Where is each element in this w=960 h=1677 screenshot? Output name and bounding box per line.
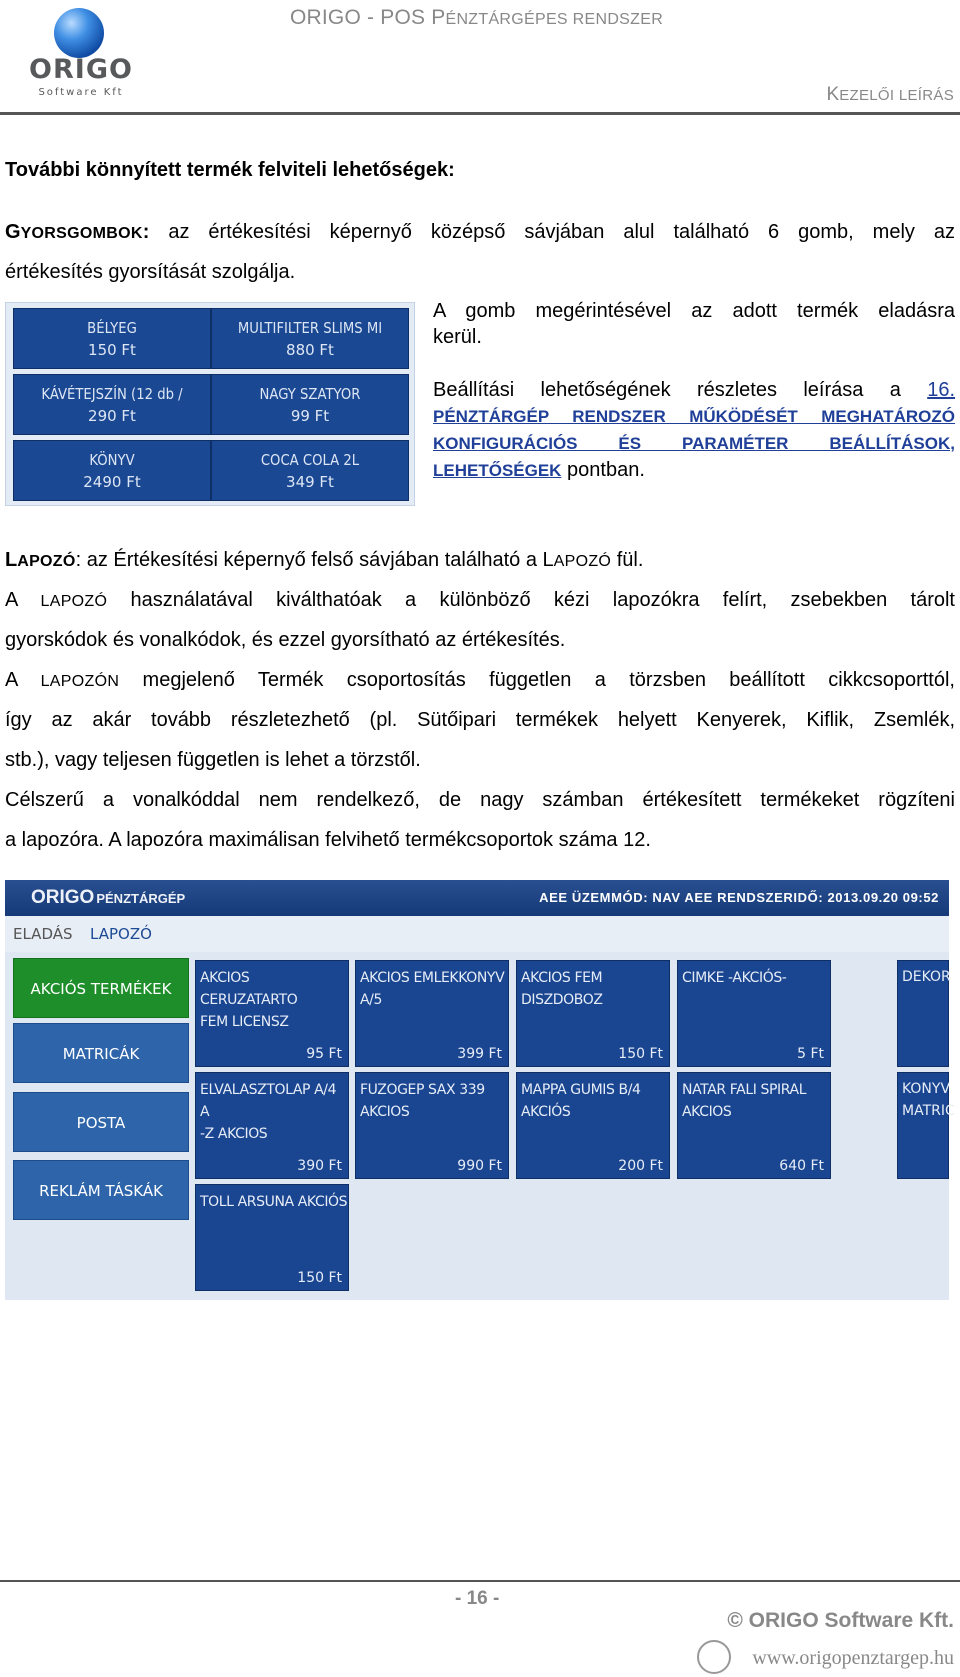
- copyright-text: © ORIGO Software Kft.: [727, 1609, 954, 1632]
- tab-lapozo[interactable]: LAPOZÓ: [90, 925, 152, 943]
- quick-button-description: A gomb megérintésével az adott termék eladásra kerül.: [433, 300, 955, 348]
- product-button[interactable]: NATAR FALI SPIRAL AKCIOS 640 Ft: [677, 1072, 831, 1179]
- globe-icon: [697, 1640, 731, 1674]
- header-divider: [0, 112, 960, 115]
- document-subtitle: KEZELŐI LEÍRÁS: [826, 84, 954, 105]
- product-button[interactable]: AKCIOS FEM DISZDOBOZ 150 Ft: [516, 960, 670, 1067]
- lapozo-paragraph-line6: stb.), vagy teljesen független is lehet a törzstől.: [5, 749, 421, 771]
- page-number: - 16 -: [455, 1588, 500, 1609]
- lapozo-paragraph-line3: gyorskódok és vonalkódok, és ezzel gyorsítható az értékesítés.: [5, 629, 566, 651]
- document-title: ORIGO - POS PÉNZTÁRGÉPES RENDSZER: [290, 6, 664, 29]
- category-button-active[interactable]: AKCIÓS TERMÉKEK: [13, 958, 189, 1018]
- quick-button[interactable]: KÖNYV 2490 Ft: [13, 440, 211, 501]
- section-16-title-link[interactable]: PÉNZTÁRGÉP RENDSZER MŰKÖDÉSÉT MEGHATÁROZÓ: [433, 407, 955, 426]
- tab-eladas[interactable]: ELADÁS: [13, 925, 73, 943]
- product-button[interactable]: CIMKE -AKCIÓS- 5 Ft: [677, 960, 831, 1067]
- settings-reference: Beállítási lehetőségének részletes leírása a 16. PÉNZTÁRGÉP RENDSZER MŰKÖDÉSÉT MEGHATÁROZÓ KONFIGURÁCIÓS ÉS PARAMÉTER BEÁLLÍTÁSOK, LEHETŐSÉGEK pontban.: [433, 379, 956, 481]
- product-button[interactable]: FUZOGEP SAX 339 AKCIOS 990 Ft: [355, 1072, 509, 1179]
- footer-divider: [0, 1580, 960, 1582]
- lapozo-paragraph-line2: A LAPOZÓ használatával kiválthatóak a különböző kézi lapozókra felírt, zsebekben tárolt: [5, 589, 955, 611]
- category-button[interactable]: POSTA: [13, 1092, 189, 1152]
- origo-logo: [26, 8, 136, 100]
- pos-tab-bar: [5, 916, 949, 952]
- lapozo-paragraph-line7: Célszerű a vonalkóddal nem rendelkező, de nagy számban értékesített termékeket rögzíteni: [5, 789, 955, 811]
- product-button[interactable]: ELVALASZTOLAP A/4 A -Z AKCIOS 390 Ft: [195, 1072, 349, 1179]
- pos-product-area: [5, 952, 955, 1300]
- quick-buttons-paragraph-line2: értékesítés gyorsítását szolgálja.: [5, 261, 296, 283]
- quick-button[interactable]: BÉLYEG 150 Ft: [13, 308, 211, 369]
- category-button[interactable]: MATRICÁK: [13, 1023, 189, 1083]
- lapozo-paragraph-line8: a lapozóra. A lapozóra maximálisan felvihető termékcsoportok száma 12.: [5, 829, 651, 851]
- quick-button[interactable]: NAGY SZATYOR 99 Ft: [211, 374, 409, 435]
- quick-button[interactable]: KÁVÉTEJSZÍN (12 db / 290 Ft: [13, 374, 211, 435]
- pos-title-bar: [5, 880, 949, 916]
- product-button[interactable]: MAPPA GUMIS B/4 AKCIÓS 200 Ft: [516, 1072, 670, 1179]
- section-heading: További könnyített termék felviteli lehetőségek:: [5, 159, 455, 181]
- quick-button[interactable]: COCA COLA 2L 349 Ft: [211, 440, 409, 501]
- lapozo-paragraph-line1: LAPOZÓ: az Értékesítési képernyő felső sávjában található a LAPOZÓ fül.: [5, 549, 644, 571]
- quick-button[interactable]: MULTIFILTER SLIMS MI 880 Ft: [211, 308, 409, 369]
- logo-subtitle: Software Kft: [38, 87, 124, 98]
- pos-logo: ORIGO PÉNZTÁRGÉP: [31, 887, 186, 908]
- lapozo-paragraph-line5: így az akár tovább részletezhető (pl. Sütőipari termékek helyett Kenyerek, Kiflik, Zsemlék,: [5, 709, 955, 731]
- product-button-partial[interactable]: KONYV MATRIC: [897, 1072, 949, 1179]
- product-button[interactable]: AKCIOS CERUZATARTO FEM LICENSZ 95 Ft: [195, 960, 349, 1067]
- product-button-partial[interactable]: DEKOR: [897, 960, 949, 1067]
- product-button[interactable]: TOLL ARSUNA AKCIÓS 150 Ft: [195, 1184, 349, 1291]
- page-header: [0, 0, 960, 118]
- lapozo-paragraph-line4: A LAPOZÓN megjelenő Termék csoportosítás független a törzsben beállított cikkcsoporttól,: [5, 669, 955, 691]
- pos-status-text: AEE ÜZEMMÓD: NAV AEE RENDSZERIDŐ: 2013.09.20 09:52: [539, 890, 939, 905]
- quick-buttons-paragraph-line1: GYORSGOMBOK: az értékesítési képernyő középső sávjában alul található 6 gomb, mely az: [5, 221, 955, 243]
- product-button[interactable]: AKCIOS EMLEKKONYV A/5 399 Ft: [355, 960, 509, 1067]
- globe-icon: [54, 8, 104, 58]
- website-url: www.origopenztargep.hu: [752, 1647, 954, 1669]
- logo-wordmark: ORIGO: [29, 54, 133, 85]
- category-button[interactable]: REKLÁM TÁSKÁK: [13, 1160, 189, 1220]
- section-16-title-link-cont[interactable]: KONFIGURÁCIÓS ÉS PARAMÉTER BEÁLLÍTÁSOK,: [433, 434, 955, 453]
- pos-lapozo-screenshot: [5, 880, 955, 1300]
- section-16-link[interactable]: 16.: [927, 379, 956, 401]
- quick-buttons-screenshot: [5, 302, 415, 506]
- section-16-title-link-end[interactable]: LEHETŐSÉGEK: [433, 461, 562, 480]
